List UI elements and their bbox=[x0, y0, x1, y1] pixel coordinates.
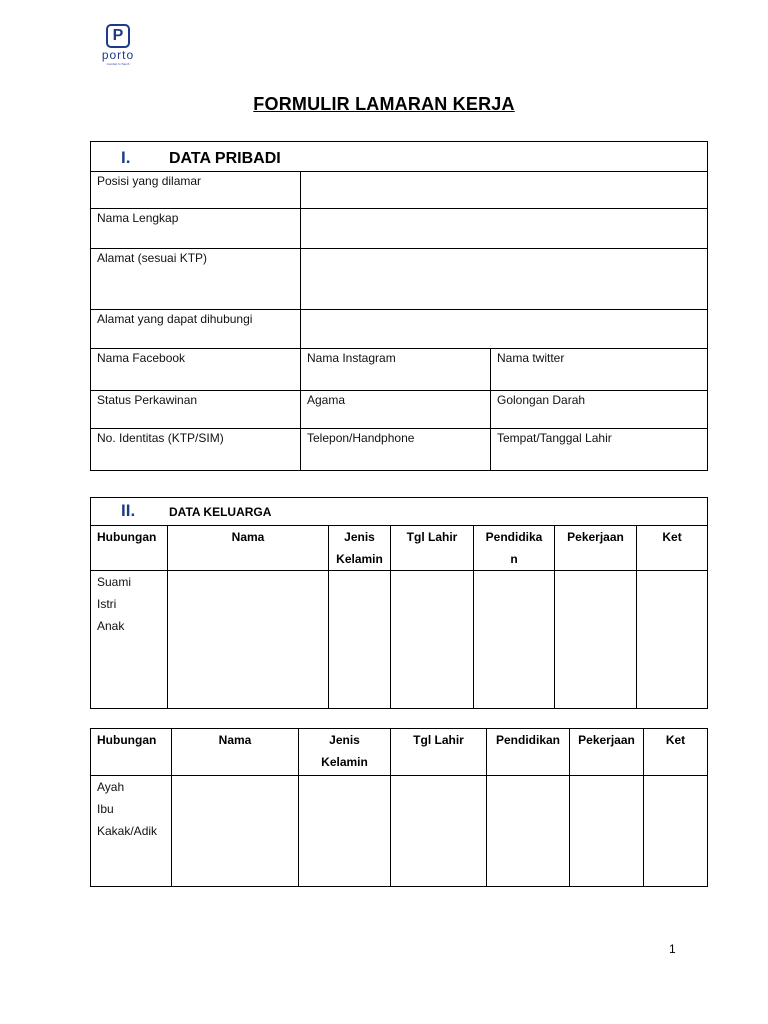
logo-tagline: Comfort In Touch bbox=[106, 62, 130, 66]
page-number: 1 bbox=[669, 942, 676, 956]
field-tgl-lahir[interactable] bbox=[391, 571, 474, 709]
field-ket[interactable] bbox=[644, 776, 708, 887]
header-ket: Ket bbox=[644, 729, 708, 776]
table-header-row bbox=[91, 729, 708, 776]
field-tempat-tanggal-lahir[interactable]: Tempat/Tanggal Lahir bbox=[491, 429, 708, 471]
personal-data-table bbox=[90, 141, 708, 471]
label-posisi: Posisi yang dilamar bbox=[91, 172, 301, 209]
company-logo bbox=[92, 24, 144, 72]
header-jenis-kelamin: Jenis Kelamin bbox=[329, 526, 391, 571]
field-instagram[interactable]: Nama Instagram bbox=[301, 349, 491, 391]
header-hubungan: Hubungan bbox=[91, 526, 168, 571]
header-tgl-lahir: Tgl Lahir bbox=[391, 526, 474, 571]
header-ket: Ket bbox=[637, 526, 708, 571]
field-jenis-kelamin[interactable] bbox=[329, 571, 391, 709]
field-no-identitas[interactable]: No. Identitas (KTP/SIM) bbox=[91, 429, 301, 471]
field-twitter[interactable]: Nama twitter bbox=[491, 349, 708, 391]
field-nama[interactable] bbox=[168, 571, 329, 709]
relation-item: Anak bbox=[97, 619, 125, 633]
header-nama: Nama bbox=[168, 526, 329, 571]
logo-mark: P bbox=[106, 24, 130, 48]
field-nama[interactable] bbox=[172, 776, 299, 887]
section-title: DATA PRIBADI bbox=[169, 149, 281, 167]
field-pekerjaan[interactable] bbox=[555, 571, 637, 709]
form-title: FORMULIR LAMARAN KERJA bbox=[253, 94, 515, 114]
relation-list bbox=[91, 776, 172, 887]
relation-item: Ibu bbox=[97, 802, 114, 816]
section-title: DATA KELUARGA bbox=[169, 505, 272, 519]
label-alamat-ktp: Alamat (sesuai KTP) bbox=[91, 249, 301, 310]
header-pendidikan: Pendidikan bbox=[487, 729, 570, 776]
relation-item: Suami bbox=[97, 575, 132, 589]
table-row bbox=[91, 571, 708, 709]
label-alamat-hubungi: Alamat yang dapat dihubungi bbox=[91, 310, 301, 349]
relation-list bbox=[91, 571, 168, 709]
field-alamat-ktp[interactable] bbox=[301, 249, 708, 310]
family-data-table bbox=[90, 497, 708, 709]
header-jenis-kelamin: Jenis Kelamin bbox=[299, 729, 391, 776]
field-facebook[interactable]: Nama Facebook bbox=[91, 349, 301, 391]
section-numeral: I. bbox=[121, 147, 131, 167]
header-tgl-lahir: Tgl Lahir bbox=[391, 729, 487, 776]
header-hubungan: Hubungan bbox=[91, 729, 172, 776]
field-pendidikan[interactable] bbox=[474, 571, 555, 709]
table-header-row bbox=[91, 526, 708, 571]
field-pendidikan[interactable] bbox=[487, 776, 570, 887]
field-nama-lengkap[interactable] bbox=[301, 209, 708, 249]
label-nama-lengkap: Nama Lengkap bbox=[91, 209, 301, 249]
parents-siblings-table bbox=[90, 728, 708, 887]
header-nama: Nama bbox=[172, 729, 299, 776]
field-pekerjaan[interactable] bbox=[570, 776, 644, 887]
field-golongan-darah[interactable]: Golongan Darah bbox=[491, 391, 708, 429]
section-header bbox=[91, 498, 708, 526]
field-agama[interactable]: Agama bbox=[301, 391, 491, 429]
logo-wordmark: porto bbox=[101, 48, 135, 62]
field-telepon[interactable]: Telepon/Handphone bbox=[301, 429, 491, 471]
field-status-perkawinan[interactable]: Status Perkawinan bbox=[91, 391, 301, 429]
relation-item: Kakak/Adik bbox=[97, 824, 158, 838]
field-jenis-kelamin[interactable] bbox=[299, 776, 391, 887]
field-posisi[interactable] bbox=[301, 172, 708, 209]
field-alamat-hubungi[interactable] bbox=[301, 310, 708, 349]
header-pekerjaan: Pekerjaan bbox=[570, 729, 644, 776]
relation-item: Ayah bbox=[97, 780, 125, 794]
relation-item: Istri bbox=[97, 597, 117, 611]
header-pendidikan: Pendidika n bbox=[474, 526, 555, 571]
table-row bbox=[91, 776, 708, 887]
section-header bbox=[91, 142, 708, 172]
section-numeral: II. bbox=[121, 501, 136, 520]
field-ket[interactable] bbox=[637, 571, 708, 709]
header-pekerjaan: Pekerjaan bbox=[555, 526, 637, 571]
field-tgl-lahir[interactable] bbox=[391, 776, 487, 887]
